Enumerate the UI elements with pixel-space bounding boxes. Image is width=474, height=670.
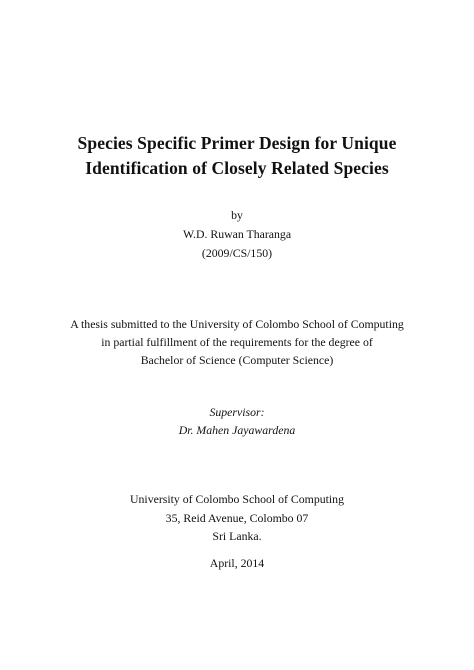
author-name: W.D. Ruwan Tharanga <box>182 227 292 241</box>
student-index: (2009/CS/150) <box>201 246 273 260</box>
thesis-title-line-2: Identification of Closely Related Species <box>85 158 389 178</box>
statement-line-3: Bachelor of Science (Computer Science) <box>140 353 334 367</box>
statement-line-2: in partial fulfillment of the requirements for the degree of <box>101 335 373 349</box>
address-line-2: 35, Reid Avenue, Colombo 07 <box>165 511 309 525</box>
statement-line-1: A thesis submitted to the University of Colombo School of Computing <box>70 317 404 331</box>
thesis-title-line-1: Species Specific Primer Design for Unique <box>77 133 397 153</box>
address-line-1: University of Colombo School of Computing <box>130 492 344 506</box>
submission-date: April, 2014 <box>209 556 265 570</box>
supervisor-name: Dr. Mahen Jayawardena <box>178 423 296 437</box>
by-label: by <box>231 208 243 222</box>
address-line-3: Sri Lanka. <box>212 529 262 543</box>
supervisor-label: Supervisor: <box>209 405 265 419</box>
